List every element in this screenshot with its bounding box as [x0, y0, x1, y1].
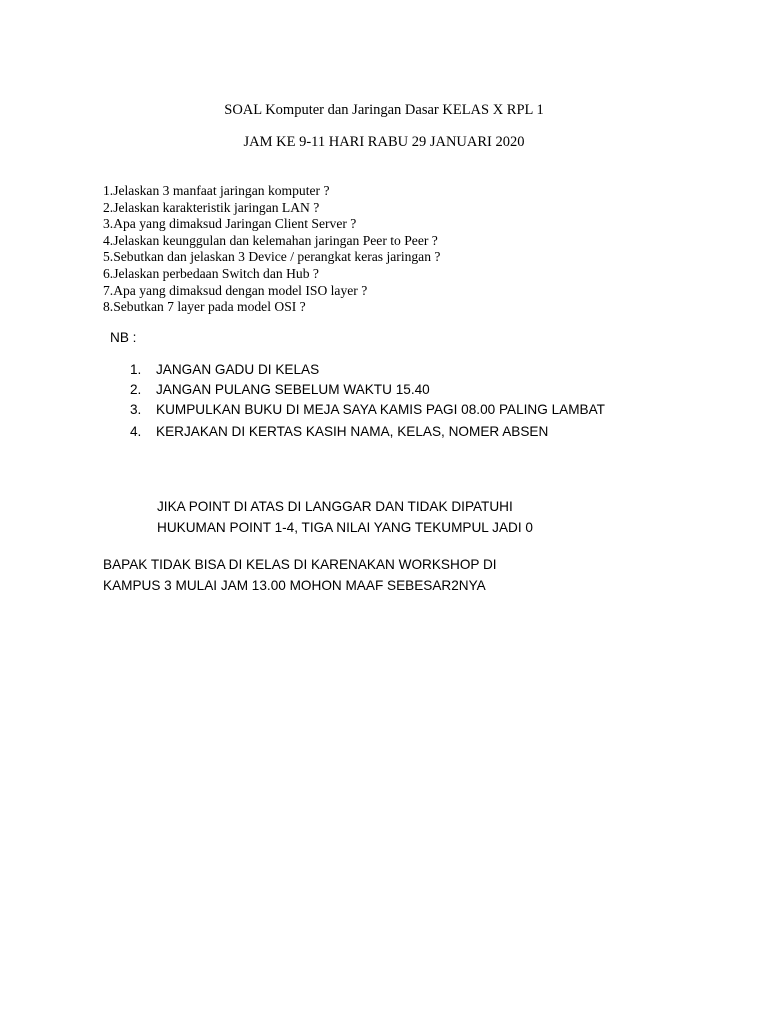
document-subtitle: JAM KE 9-11 HARI RABU 29 JANUARI 2020: [243, 134, 525, 150]
notice-line: BAPAK TIDAK BISA DI KELAS DI KARENAKAN WORKSHOP DI: [103, 557, 497, 572]
question-list: [103, 183, 440, 316]
question-item: 1.Jelaskan 3 manfaat jaringan komputer ?: [103, 183, 330, 198]
question-item: 6.Jelaskan perbedaan Switch dan Hub ?: [103, 265, 319, 281]
warning-paragraph: [157, 497, 677, 538]
question-item: 7.Apa yang dimaksud dengan model ISO layer ?: [103, 282, 368, 298]
rule-number: 4.: [130, 424, 142, 439]
notice-paragraph: [103, 555, 663, 596]
rules-list: [130, 360, 630, 442]
rule-number: 2.: [130, 382, 142, 397]
rule-number: 3.: [130, 402, 142, 417]
question-item: 4.Jelaskan keunggulan dan kelemahan jaringan Peer to Peer ?: [103, 232, 438, 248]
rule-text: JANGAN PULANG SEBELUM WAKTU 15.40: [156, 382, 430, 397]
question-item: 2.Jelaskan karakteristik jaringan LAN ?: [103, 199, 320, 215]
rule-text: KUMPULKAN BUKU DI MEJA SAYA KAMIS PAGI 08.00 PALING LAMBAT: [156, 402, 605, 417]
notice-line: KAMPUS 3 MULAI JAM 13.00 MOHON MAAF SEBESAR2NYA: [103, 577, 486, 593]
rule-item: [130, 360, 630, 380]
rule-text: KERJAKAN DI KERTAS KASIH NAMA, KELAS, NOMER ABSEN: [156, 424, 549, 439]
rule-number: 1.: [130, 362, 142, 377]
rule-item: [130, 380, 630, 400]
rule-text: JANGAN GADU DI KELAS: [156, 362, 320, 377]
question-item: 3.Apa yang dimaksud Jaringan Client Server ?: [103, 216, 357, 232]
rule-item: [130, 422, 630, 442]
warning-line: JIKA POINT DI ATAS DI LANGGAR DAN TIDAK DIPATUHI: [157, 499, 513, 514]
question-item: 5.Sebutkan dan jelaskan 3 Device / perangkat keras jaringan ?: [103, 249, 441, 265]
document-title: SOAL Komputer dan Jaringan Dasar KELAS X RPL 1: [224, 102, 544, 118]
question-item: 8.Sebutkan 7 layer pada model OSI ?: [103, 299, 306, 315]
rule-item: [130, 400, 630, 420]
warning-line: HUKUMAN POINT 1-4, TIGA NILAI YANG TEKUMPUL JADI 0: [157, 519, 533, 535]
nb-label: NB :: [110, 330, 137, 345]
